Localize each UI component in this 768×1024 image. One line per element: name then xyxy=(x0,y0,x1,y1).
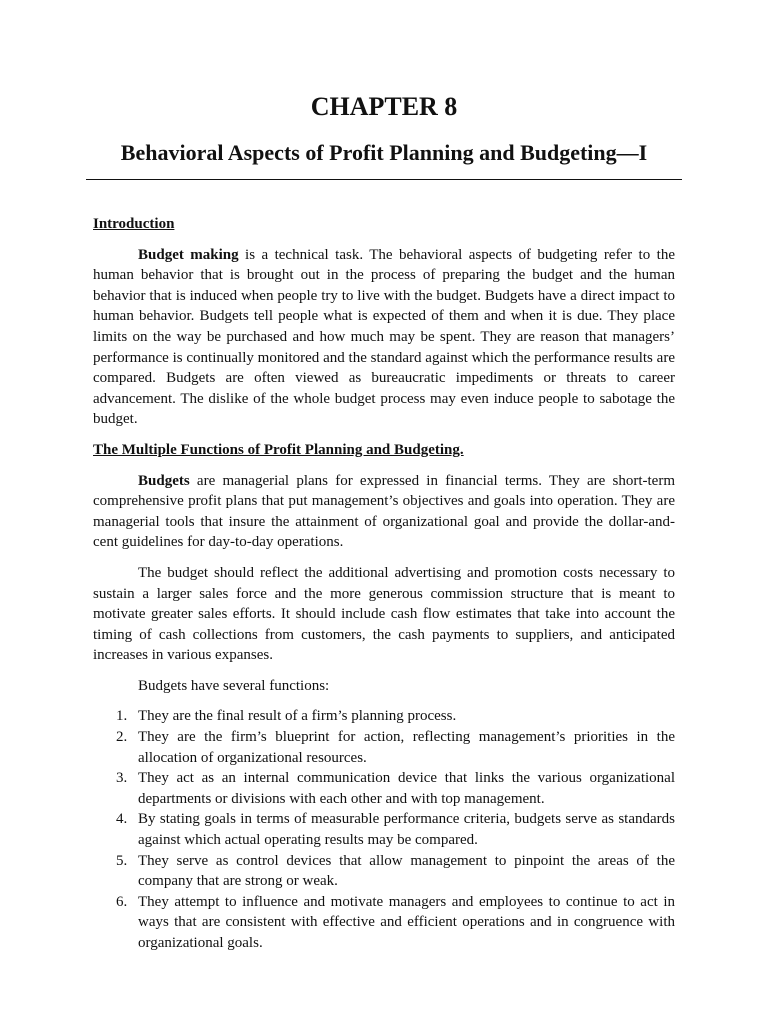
list-item xyxy=(93,892,675,954)
budget-making-term: Budget making xyxy=(138,246,239,263)
introduction-paragraph xyxy=(93,245,675,430)
functions-list xyxy=(93,706,675,953)
list-item xyxy=(93,851,675,892)
list-item-text: They serve as control devices that allow management to pinpoint the areas of the company that are strong or weak. xyxy=(138,852,675,890)
list-item-number: 4. xyxy=(116,811,128,828)
list-item xyxy=(93,768,675,809)
list-item-text: By stating goals in terms of measurable performance criteria, budgets serve as standards against which actual operating results may be compared. xyxy=(138,811,675,849)
introduction-heading: Introduction xyxy=(93,216,175,232)
list-item xyxy=(93,706,675,727)
list-intro: Budgets have several functions: xyxy=(138,677,330,694)
list-item-number: 3. xyxy=(116,770,128,787)
list-item-text: They are the firm’s blueprint for action, reflecting management’s priorities in the allocation of organizational resources. xyxy=(138,729,675,766)
chapter-number: CHAPTER 8 xyxy=(310,92,458,121)
budget-reflection-paragraph: The budget should reflect the additional advertising and promotion costs necessary to sustain a larger sales force and the more generous commission structure that is meant to motivate greater sales efforts. It should include cash flow estimates that take into account the timing of cash collections from customers, the cash payments to suppliers, and anticipated increases in various expanses. xyxy=(93,564,675,664)
list-item-number: 2. xyxy=(116,729,128,746)
chapter-body xyxy=(93,214,675,954)
title-divider xyxy=(86,179,682,180)
list-item-number: 1. xyxy=(116,708,128,725)
budgets-definition-paragraph xyxy=(93,471,675,553)
introduction-text: is a technical task. The behavioral aspects of budgeting refer to the human behavior that is brought out in the process of preparing the budget and the human behavior that is induced when people try to live with the budget. Budgets have a direct impact to human behavior. Budgets tell people what is expected of them and when it is due. They place limits on the way be purchased and how much may be spent. They are reason that managers’ performance is continually monitored and the standard against which the performance results are compared. Budgets are often viewed as bureaucratic impediments or threats to career advancement. The dislike of the whole budget process may even induce people to sabotage the budget. xyxy=(93,246,675,428)
functions-heading: The Multiple Functions of Profit Planning and Budgeting. xyxy=(93,441,464,458)
list-item-text: They act as an internal communication device that links the various organizational departments or divisions with each other and with top management. xyxy=(138,770,675,807)
list-item-text: They attempt to influence and motivate managers and employees to continue to act in ways that are consistent with effective and efficient operations and in congruence with organizational goals. xyxy=(138,893,675,951)
budgets-definition-text: are managerial plans for expressed in financial terms. They are short-term comprehensive profit plans that put management’s objectives and goals into operation. They are managerial tools that insure the attainment of organizational goal and provide the dollar-and-cent guidelines for day-to-day operations. xyxy=(93,472,675,551)
list-item-number: 5. xyxy=(116,852,128,869)
list-item-text: They are the final result of a firm’s planning process. xyxy=(138,708,457,725)
list-item-number: 6. xyxy=(116,893,128,910)
list-item xyxy=(93,809,675,850)
chapter-title: Behavioral Aspects of Profit Planning and Budgeting—I xyxy=(120,140,648,165)
list-item xyxy=(93,727,675,768)
budgets-term: Budgets xyxy=(138,472,190,489)
